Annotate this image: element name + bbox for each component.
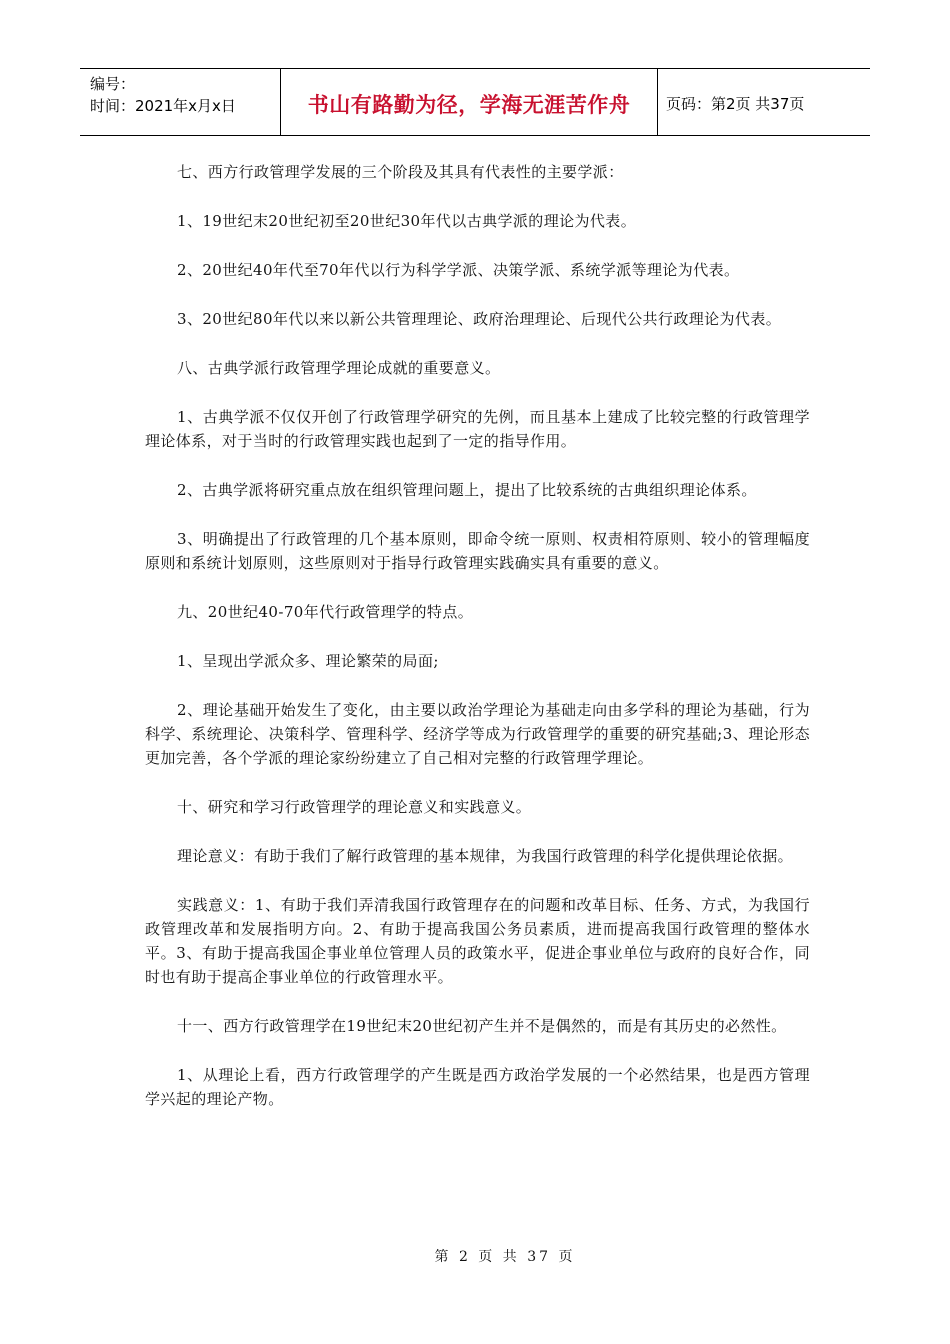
header-page-cell [658,69,870,135]
heading-ten: 十、研究和学习行政管理学的理论意义和实践意义。 [177,798,532,816]
paragraph: 1、呈现出学派众多、理论繁荣的局面; [177,652,439,670]
heading-eight: 八、古典学派行政管理学理论成就的重要意义。 [177,359,501,377]
heading-nine: 九、20世纪40-70年代行政管理学的特点。 [177,603,474,621]
paragraph: 2、20世纪40年代至70年代以行为科学学派、决策学派、系统学派等理论为代表。 [177,261,740,279]
header-motto: 书山有路勤为径，学海无涯苦作舟 [307,93,631,117]
document-time-label: 时间：2021年x月x日 [90,97,236,115]
paragraph: 3、明确提出了行政管理的几个基本原则，即命令统一原则、权责相符原则、较小的管理幅度原则和系统计划原则，这些原则对于指导行政管理实践确实具有重要的意义。 [145,530,810,572]
heading-seven: 七、西方行政管理学发展的三个阶段及其具有代表性的主要学派： [177,163,624,181]
paragraph: 1、19世纪末20世纪初至20世纪30年代以古典学派的理论为代表。 [177,212,637,230]
paragraph: 2、理论基础开始发生了变化，由主要以政治学理论为基础走向由多学科的理论为基础，行为科学、系统理论、决策科学、管理科学、经济学等成为行政管理学的重要的研究基础;3、理论形态更加完善，各个学派的理论家纷纷建立了自己相对完整的行政管理学理论。 [145,701,810,767]
paragraph: 实践意义：1、有助于我们弄清我国行政管理存在的问题和改革目标、任务、方式，为我国行政管理改革和发展指明方向。2、有助于提高我国公务员素质，进而提高我国行政管理的整体水平。3、有助于提高我国企事业单位管理人员的政策水平，促进企事业单位与政府的良好合作，同时也有助于提高企事业单位的行政管理水平。 [145,896,810,986]
page-footer: 第 2 页 共 37 页 [434,1249,576,1265]
paragraph: 3、20世纪80年代以来以新公共管理理论、政府治理理论、后现代公共行政理论为代表。 [177,310,782,328]
header-meta-cell [80,69,281,135]
heading-eleven: 十一、西方行政管理学在19世纪末20世纪初产生并不是偶然的，而是有其历史的必然性。 [177,1017,787,1035]
header-table [80,68,870,136]
document-number-label: 编号： [90,75,136,93]
paragraph: 1、从理论上看，西方行政管理学的产生既是西方政治学发展的一个必然结果，也是西方管理学兴起的理论产物。 [145,1066,810,1108]
paragraph: 1、古典学派不仅仅开创了行政管理学研究的先例，而且基本上建成了比较完整的行政管理学理论体系，对于当时的行政管理实践也起到了一定的指导作用。 [145,408,810,450]
paragraph: 理论意义：有助于我们了解行政管理的基本规律，为我国行政管理的科学化提供理论依据。 [177,847,794,865]
header-motto-cell [281,69,658,135]
header-page-info: 页码：第2页 共37页 [666,94,805,113]
paragraph: 2、古典学派将研究重点放在组织管理问题上，提出了比较系统的古典组织理论体系。 [177,481,757,499]
document-body [145,160,810,1136]
